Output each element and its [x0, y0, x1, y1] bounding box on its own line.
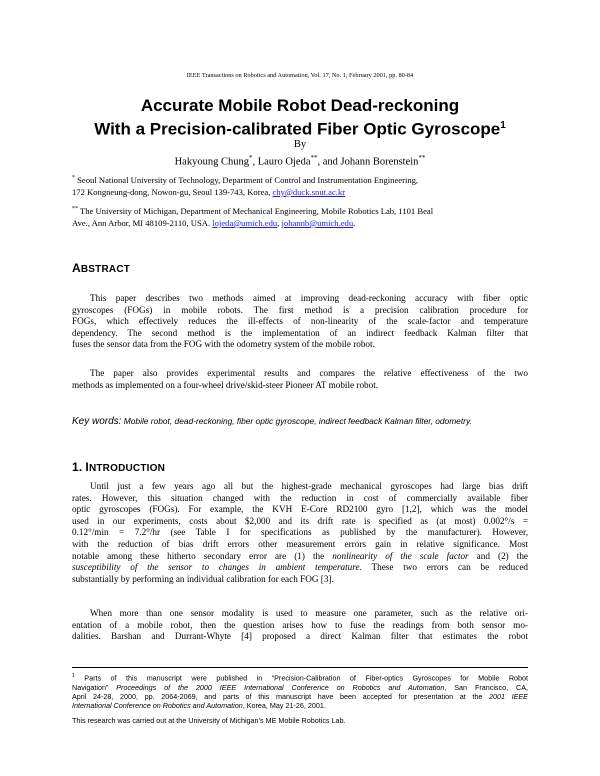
abstract-p1-line: FOGs, which effectively reduces the ill-effects of non-linearity of the scale-factor and temperature: [72, 316, 528, 327]
footnote-1-l3-em: 2001 IEEE: [488, 691, 528, 701]
title-footnote-mark: 1: [500, 120, 506, 131]
footnote-1-l2-post: , San Francisco, CA,: [444, 682, 528, 692]
introduction-heading-initial: I: [85, 460, 89, 474]
intro-p1-line: substantially by performing an individual calibration for each FOG [3].: [72, 573, 334, 584]
introduction-number: 1.: [72, 460, 83, 474]
intro-p1-l7-pre: notable among these hitherto secondary error are (1) the: [72, 550, 333, 561]
affiliation-2-line-2: Ave., Ann Arbor, MI 48109-2110, USA. lojeda@umich.edu, johannb@umich.edu.: [72, 217, 356, 228]
abstract-p1-line: gyroscopes (FOGs) in mobile robots. The first method is a precision calibration procedure for: [72, 304, 528, 315]
paper-title: [60, 96, 540, 140]
by-label: By: [293, 139, 307, 150]
author-3: , and Johann Borenstein: [317, 156, 419, 168]
keywords-label: Key words:: [72, 416, 122, 427]
intro-p1-l8-post: . These two errors can be reduced: [359, 562, 528, 573]
affiliation-2-address: Ave., Ann Arbor, MI 48109-2110, USA.: [72, 217, 211, 228]
intro-p1-l8-em: susceptibility of the sensor to changes in ambient temperature: [72, 562, 360, 573]
affiliation-1-line-2: [72, 186, 532, 198]
footnote-1-line: [72, 683, 528, 692]
footnote-1-l1: Parts of this manuscript were published in “Precision-Calibration of Fiber-optics Gyroscopes for Mobile Robot: [84, 673, 528, 683]
intro-p1-line: Until just a few years ago all but the highest-grade mechanical gyroscopes had large bias drift: [90, 481, 528, 491]
affiliation-2-mark: **: [72, 206, 78, 212]
footnote-1-line: [72, 672, 528, 683]
author-1-mark: *: [248, 154, 253, 162]
abstract-paragraph-2: [72, 368, 528, 391]
intro-p1-line: [72, 562, 528, 574]
intro-p1-l7-post: and (2) the: [468, 550, 529, 561]
footnote-1-l2-em: Proceedings of the 2000 IEEE International Conference on Robotics and Automation: [116, 682, 445, 692]
affiliation-2: [72, 203, 532, 229]
abstract-p1-line: fuses the sensor data from the FOG with the odometry system of the mobile robot.: [72, 339, 375, 350]
affiliation-2-text: The University of Michigan, Department of Mechanical Engineering, Mobile Robotics Lab, 1101 Beal: [80, 205, 434, 216]
footnote-1-l4-post: , Korea, May 21-26, 2001.: [242, 701, 326, 710]
intro-p1-line: with the reduction of bias drift errors other measurement errors gain in relative significance. Most: [72, 538, 528, 549]
intro-p1-l7-em: nonlinearity of the scale factor: [332, 550, 469, 561]
intro-p1-line: [72, 551, 528, 563]
footnote-divider: [72, 667, 528, 668]
intro-p1-line: 0.12°/min = 7.2°/hr (see Table I for specifications as published by the manufacturer). However,: [72, 527, 528, 538]
affiliation-1-mark: *: [72, 175, 75, 181]
running-head: IEEE Transactions on Robotics and Automation, Vol. 17, No. 1, February 2001, pp. 80-84: [186, 72, 414, 79]
abstract-heading-rest: BSTRACT: [80, 264, 131, 275]
intro-p1-line: used in our experiments, costs about $2,000 and its drift rate is specified as (at most) 0.002°/s =: [72, 515, 528, 526]
introduction-heading-rest: NTRODUCTION: [88, 463, 166, 474]
author-1: Hakyoung Chung: [174, 156, 249, 168]
introduction-paragraph-1: [72, 481, 528, 585]
introduction-heading: [72, 460, 165, 474]
abstract-p1-line: dependency. The second method is the implementation of an indirect feedback Kalman filter that: [72, 327, 528, 338]
footnote-1-l2-pre: Navigation”: [72, 682, 117, 692]
footnote-1-l3-pre: April 24-28, 2000, pp. 2064-2069, and parts of this manuscript have been accepted for presentation at the: [72, 691, 489, 701]
abstract-paragraph-1: [72, 293, 528, 351]
keywords-text: Mobile robot, dead-reckoning, fiber optic gyroscope, indirect feedback Kalman filter, odometry.: [123, 416, 472, 426]
affiliation-1-line-1: [72, 172, 532, 186]
footnote-1-mark: 1: [72, 673, 75, 679]
abstract-p2-line: methods as implemented on a four-wheel drive/skid-steer Pioneer AT mobile robot.: [72, 379, 379, 390]
footnote-1: [72, 672, 528, 710]
intro-p1-line: rates. However, this situation changed with the reduction in cost of commercially available fiber: [72, 492, 528, 503]
keywords: [72, 416, 472, 427]
author-list: [0, 154, 600, 168]
intro-p2-line: entation of a mobile robot, then the question arises how to fuse the readings from both sensor mo-: [72, 619, 528, 630]
intro-p1-line: optic gyroscopes (FOGs). For example, the KVH E-Core RD2100 gyro [1,2], which was the model: [72, 504, 528, 515]
abstract-p1-line: This paper describes two methods aimed at improving dead-reckoning accuracy with fiber optic: [90, 293, 528, 303]
research-note-text: This research was carried out at the University of Michigan’s ME Mobile Robotics Lab.: [72, 716, 346, 725]
email-link-chy[interactable]: chy@duck.snut.ac.kr: [272, 186, 346, 197]
affiliation-1-text: Seoul National University of Technology, Department of Control and Instrumentation Engineering,: [77, 174, 419, 185]
email-link-johannb[interactable]: johannb@umich.edu: [281, 217, 354, 228]
title-line-2: [60, 116, 540, 140]
intro-p2-line: dalities. Barshan and Durrant-Whyte [4] proposed a direct Kalman filter that estimates the robot: [72, 631, 528, 642]
affiliation-2-suffix: .: [353, 217, 356, 228]
author-3-mark: **: [418, 154, 426, 162]
affiliation-1: [72, 172, 532, 198]
introduction-paragraph-2: [72, 608, 528, 643]
author-2: , Lauro Ojeda: [252, 156, 311, 168]
research-note: [72, 716, 528, 725]
title-line-2-text: With a Precision-calibrated Fiber Optic Gyroscope: [94, 119, 501, 139]
footnote-1-line: [72, 692, 528, 701]
email-link-lojeda[interactable]: lojeda@umich.edu: [212, 217, 278, 228]
intro-p2-line: When more than one sensor modality is used to measure one parameter, such as the relative ori-: [90, 608, 528, 618]
title-line-1: Accurate Mobile Robot Dead-reckoning: [140, 96, 460, 115]
abstract-heading: [72, 261, 130, 275]
footnote-1-l4-em: International Conference on Robotics and Automation: [72, 701, 243, 710]
author-2-mark: **: [310, 154, 318, 162]
affiliation-1-address: 172 Kongneung-dong, Nowon-gu, Seoul 139-743, Korea,: [72, 186, 271, 197]
footnote-1-line: [72, 701, 528, 710]
affiliation-2-line-1: [72, 203, 532, 217]
abstract-heading-initial: A: [72, 261, 81, 275]
abstract-p2-line: The paper also provides experimental results and compares the relative effectiveness of the two: [90, 368, 528, 378]
